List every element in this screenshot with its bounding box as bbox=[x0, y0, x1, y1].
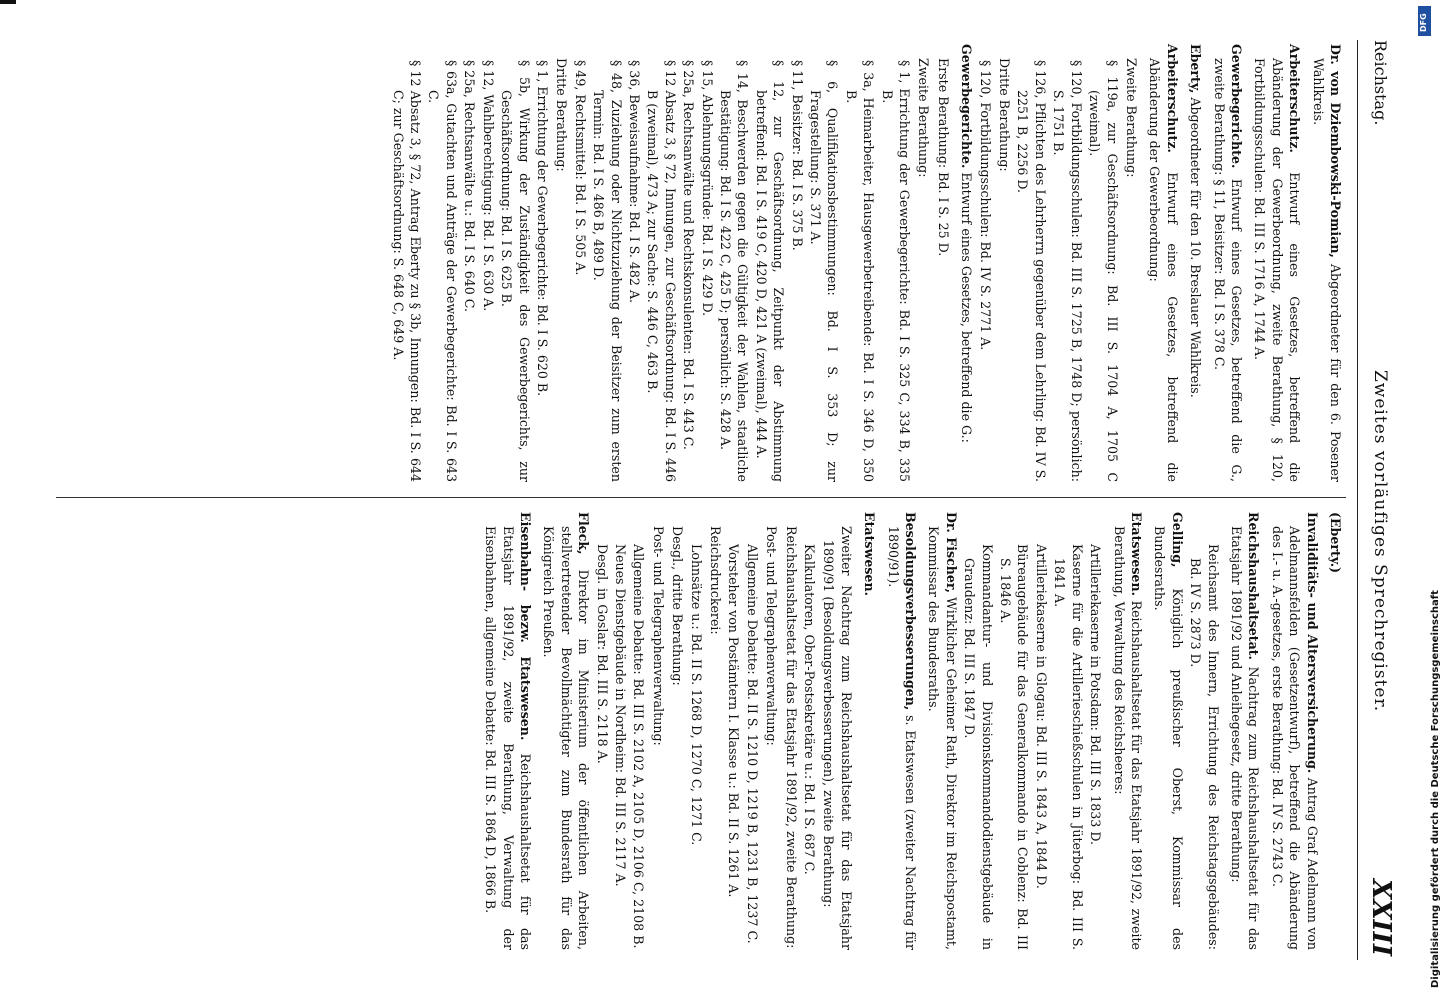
sub-entry: Dritte Berathung: bbox=[997, 58, 1013, 172]
register-page bbox=[16, 0, 1416, 1000]
sub-entry-detail: Artilleriekaserne in Glogau: Bd. III S. 1843 A, 1844 D. bbox=[1033, 544, 1049, 889]
entry-heading: Dr. von Dziembowski-Pomian, bbox=[1328, 44, 1343, 258]
sub-entry-detail: Reichsamt des Innern, Errichtung des Reichstagsgebäudes: Bd. IV S. 2873 D. bbox=[1188, 544, 1221, 950]
entry-heading: Arbeiterschutz. bbox=[1164, 44, 1180, 153]
register-entry bbox=[1146, 44, 1181, 482]
page-number: XXIII bbox=[1366, 879, 1396, 956]
sub-entry-detail: Kaserne für die Artillerieschießschulen in Jüterbog: Bd. III S. 1841 A. bbox=[1052, 544, 1085, 950]
entry-text: Abgeordneter für den 6. Posener Wahlkreis. bbox=[1310, 58, 1343, 482]
entry-heading: Reichshaushaltsetat. bbox=[1246, 512, 1262, 660]
sub-entry-detail: Kalkulatoren, Ober-Postsekretäre u.: Bd. I S. 687 C. bbox=[802, 544, 818, 875]
dfg-logo: DFG bbox=[1418, 6, 1431, 36]
paragraph-reference: § 12 Absatz 3, § 72, Antrag Eberty zu § 3b, Innungen: Bd. I S. 644 C; zur Geschäftsordnung: S. 648 C, 649 A. bbox=[390, 60, 424, 482]
sub-entry-detail: Allgemeine Debatte: Bd. II S. 1210 D, 1219 B, 1231 B, 1237 C. bbox=[744, 544, 760, 944]
register-entry bbox=[1187, 44, 1204, 482]
entry-heading: Arbeiterschutz. bbox=[1287, 44, 1303, 153]
register-entry bbox=[482, 512, 534, 950]
entry-heading: Dr. Fischer, bbox=[943, 512, 959, 594]
register-entry bbox=[1251, 44, 1303, 482]
sidenote-text: Digitalisierung gefördert durch die Deutsche Forschungsgemeinschaft bbox=[1430, 590, 1441, 988]
paragraph-reference: § 49, Rechtsmittel: Bd. I S. 505 A. bbox=[572, 60, 588, 276]
sub-entry-detail: Artilleriekaserne in Potsdam: Bd. III S. 1833 D. bbox=[1088, 544, 1104, 845]
digitization-sidenote bbox=[1420, 0, 1441, 1000]
entry-text: s. Etatswesen (zweiter Nachtrag für 1890/91). bbox=[885, 526, 919, 950]
sub-entry: Zweiter Nachtrag zum Reichshaushaltsetat für das Etatsjahr 1890/91 (Besoldungsverbesserungen), zweite Berathung: bbox=[821, 526, 854, 950]
register-entry bbox=[1268, 512, 1320, 950]
entry-heading: Fleck, bbox=[576, 512, 592, 555]
entry-text: Nachtrag zum Reichshaushaltsetat für das Etatsjahr 1891/92 und Anleihegesetz, dritte Berathung: bbox=[1228, 526, 1262, 950]
sub-entry-detail: Desgl. in Goslar: Bd. III S. 2118 A. bbox=[594, 544, 610, 764]
entry-heading: Eisenbahn- bezw. Etatswesen. bbox=[517, 512, 533, 741]
paragraph-reference: § 12 Absatz 3, § 72, Innungen, zur Geschäftsordnung: Bd. I S. 446 B (zweimal), 473 A; zur Sache: S. 446 C, 463 B. bbox=[645, 60, 678, 482]
entry-heading: Gewerbegerichte. bbox=[959, 44, 975, 169]
sub-entry: Zweite Berathung: bbox=[916, 58, 932, 178]
register-entry bbox=[1327, 512, 1344, 950]
entry-text: Königlich preußischer Oberst, Kommissar des Bundesraths. bbox=[1152, 526, 1185, 950]
sub-entry-detail: Büreaugebäude für das Generalkommando in Coblenz: Bd. III S. 1846 A. bbox=[998, 544, 1031, 950]
sub-entry: Reichshaushaltsetat für das Etatsjahr 1891/92, zweite Berathung: bbox=[783, 526, 799, 949]
paragraph-reference: § 25a, Rechtsanwälte u.: Bd. I S. 640 C. bbox=[462, 60, 478, 312]
register-entry bbox=[884, 512, 919, 950]
paragraph-reference: § 1, Errichtung der Gewerbegerichte: Bd. I S. 325 C, 334 B, 335 B. bbox=[879, 60, 913, 482]
register-entry bbox=[861, 512, 878, 950]
paragraph-reference: § 1, Errichtung der Gewerbegerichte: Bd. I S. 620 B. bbox=[534, 60, 550, 397]
entry-heading: Gewerbegerichte. bbox=[1228, 44, 1244, 169]
paragraph-reference: § 12, Wahlberechtigung: Bd. I S. 630 A. bbox=[480, 60, 496, 312]
paragraph-reference: § 48, Zuziehung oder Nichtzuziehung der Beisitzer zum ersten Termin: Bd. I S. 486 B, 489 D. bbox=[591, 60, 624, 482]
paragraph-reference: § 120, Fortbildungsschulen: Bd. IV S. 2771 A. bbox=[977, 60, 993, 351]
entry-heading: Besoldungsverbesserungen, bbox=[903, 512, 919, 711]
entry-heading: Gelling, bbox=[1169, 512, 1185, 568]
sub-entry-detail: Allgemeine Debatte: Bd. III S. 2102 A, 2105 D, 2106 C, 2108 B. bbox=[631, 544, 647, 949]
entry-text: Entwurf eines Gesetzes, betreffend die G., zweite Berathung: § 11, Beisitzer: Bd. I S. 378 C. bbox=[1211, 58, 1244, 482]
entry-text: Entwurf eines Gesetzes, betreffend die Abänderung der Gewerbeordnung, zweite Berathung, § 120, Fortbildungsschulen: Bd. III S. 1716 A, 1744 A. bbox=[1252, 58, 1303, 482]
entry-text: Antrag Graf Adelmann von Adelmannsfelden (Gesetzentwurf), betreffend die Abänderung des I.- u. A.-gesetzes, erste Berathung: Bd. IV S. 2743 C. bbox=[1269, 526, 1320, 951]
header-left-title: Reichstag. bbox=[1371, 40, 1390, 126]
register-entry bbox=[1110, 512, 1145, 950]
register-entry bbox=[958, 44, 975, 482]
entry-heading: (Eberty.) bbox=[1328, 512, 1343, 574]
paragraph-reference: § 63a, Gutachten und Anträge der Gewerbegerichte: Bd. I S. 643 C. bbox=[426, 60, 459, 482]
sub-entry: Erste Berathung: Bd. I S. 25 D. bbox=[935, 58, 951, 257]
paragraph-reference: § 11, Beisitzer: Bd. I S. 375 B. bbox=[789, 60, 805, 251]
entry-heading: Etatswesen. bbox=[1128, 512, 1144, 596]
right-column bbox=[476, 512, 1344, 950]
sub-entry: Desgl., dritte Berathung: bbox=[670, 526, 686, 686]
register-entry bbox=[1210, 44, 1245, 482]
sub-entry-detail: Kommandantur- und Divisionskommandodienstgebäude in Graudenz: Bd. III S. 1847 D. bbox=[962, 544, 995, 950]
register-entry bbox=[1228, 512, 1263, 950]
paragraph-reference: § 15, Ablehnungsgründe: Bd. I S. 429 D. bbox=[699, 60, 715, 317]
paragraph-reference: § 36, Beweisaufnahme: Bd. I S. 482 A. bbox=[626, 60, 642, 304]
sub-entry: Reichsdruckerei: bbox=[708, 526, 723, 635]
page-header bbox=[1357, 40, 1398, 960]
sub-entry: Dritte Berathung: bbox=[554, 58, 570, 172]
entry-heading: Invaliditäts- und Altersversicherung. bbox=[1304, 512, 1320, 774]
entry-text: Direktor im Ministerium der öffentlichen Arbeiten, stellvertretender Bevollmächtigter zum Bundesrath für das Königreich Preußen. bbox=[541, 526, 592, 950]
entry-heading: Etatswesen. bbox=[862, 512, 878, 596]
register-entry bbox=[925, 512, 960, 950]
sub-entry: Zweite Berathung: bbox=[1123, 58, 1139, 178]
paragraph-reference: § 14, Beschwerden gegen die Gültigkeit der Wahlen, staatliche Bestätigung: Bd. I S. 422 C, 425 D; persönlich: S. 428 A. bbox=[718, 60, 751, 482]
entry-text: Reichshaushaltsetat für das Etatsjahr 1891/92, zweite Berathung, Verwaltung des Reichsheeres: bbox=[1111, 526, 1144, 950]
paragraph-reference: § 3a, Heimarbeiter, Hausgewerbetreibende: Bd. I S. 346 D, 350 B. bbox=[843, 60, 877, 482]
paragraph-reference: § 126, Pflichten des Lehrherrn gegenüber dem Lehrling: Bd. IV S. 2251 B, 2256 D. bbox=[1015, 60, 1048, 482]
paragraph-reference: § 5b, Wirkung der Zuständigkeit des Gewerbegerichts, zur Geschäftsordnung: Bd. I S. 625 B. bbox=[499, 60, 532, 482]
entry-heading: Eberty, bbox=[1188, 44, 1204, 94]
column-divider bbox=[56, 497, 1346, 498]
sub-entry-detail: Lohnsätze u.: Bd. II S. 1268 D, 1270 C, 1271 C. bbox=[688, 544, 704, 846]
sub-entry: Post- und Telegraphenverwaltung: bbox=[650, 526, 666, 746]
sub-entry-detail: Vorsteher von Postämtern I. Klasse u.: Bd. II S. 1261 A. bbox=[726, 544, 742, 898]
paragraph-reference: § 120, Fortbildungsschulen: Bd. III S. 1725 B, 1748 D; persönlich: S. 1751 B. bbox=[1051, 60, 1084, 482]
paragraph-reference: § 6, Qualifikationsbestimmungen: Bd. I S. 353 D; zur Fragestellung: S. 371 A. bbox=[808, 60, 841, 482]
paragraph-reference: § 25a, Rechtsanwälte und Rechtskonsulenten: Bd. I S. 443 C. bbox=[681, 60, 697, 450]
sub-entry: Post- und Telegraphenverwaltung: bbox=[764, 526, 780, 746]
register-entry bbox=[540, 512, 592, 950]
register-entry bbox=[1151, 512, 1186, 950]
paragraph-reference: § 119a, zur Geschäftsordnung: Bd. III S. 1704 A, 1705 C (zweimal). bbox=[1087, 60, 1120, 482]
entry-text: Reichshaushaltsetat für das Etatsjahr 1891/92, zweite Berathung, Verwaltung der Eisenbahnen, allgemeine Debatte: Bd. III S. 1864 D, 1866 B. bbox=[483, 526, 533, 950]
header-center-title: Zweites vorläufiges Sprechregister. bbox=[1370, 370, 1390, 713]
entry-text: Abgeordneter für den 10. Breslauer Wahlkreis. bbox=[1188, 97, 1204, 398]
entry-text: Entwurf eines Gesetzes, betreffend die G.: bbox=[959, 172, 975, 443]
paragraph-reference: § 12, zur Geschäftsordnung, Zeitpunkt der Abstimmung betreffend: Bd. I S. 419 C, 420 D, 421 A (zweimal), 444 A. bbox=[753, 60, 787, 482]
entry-text: Entwurf eines Gesetzes, betreffend die Abänderung der Gewerbeordnung: bbox=[1147, 58, 1180, 482]
entry-text: Wirklicher Geheimer Rath, Direktor im Reichspostamt, Kommissar des Bundesraths. bbox=[926, 526, 959, 950]
left-column bbox=[388, 44, 1344, 482]
sub-entry-detail: Neues Dienstgebäude in Nordheim: Bd. III S. 2117 A. bbox=[612, 544, 628, 887]
register-entry bbox=[1309, 44, 1344, 482]
